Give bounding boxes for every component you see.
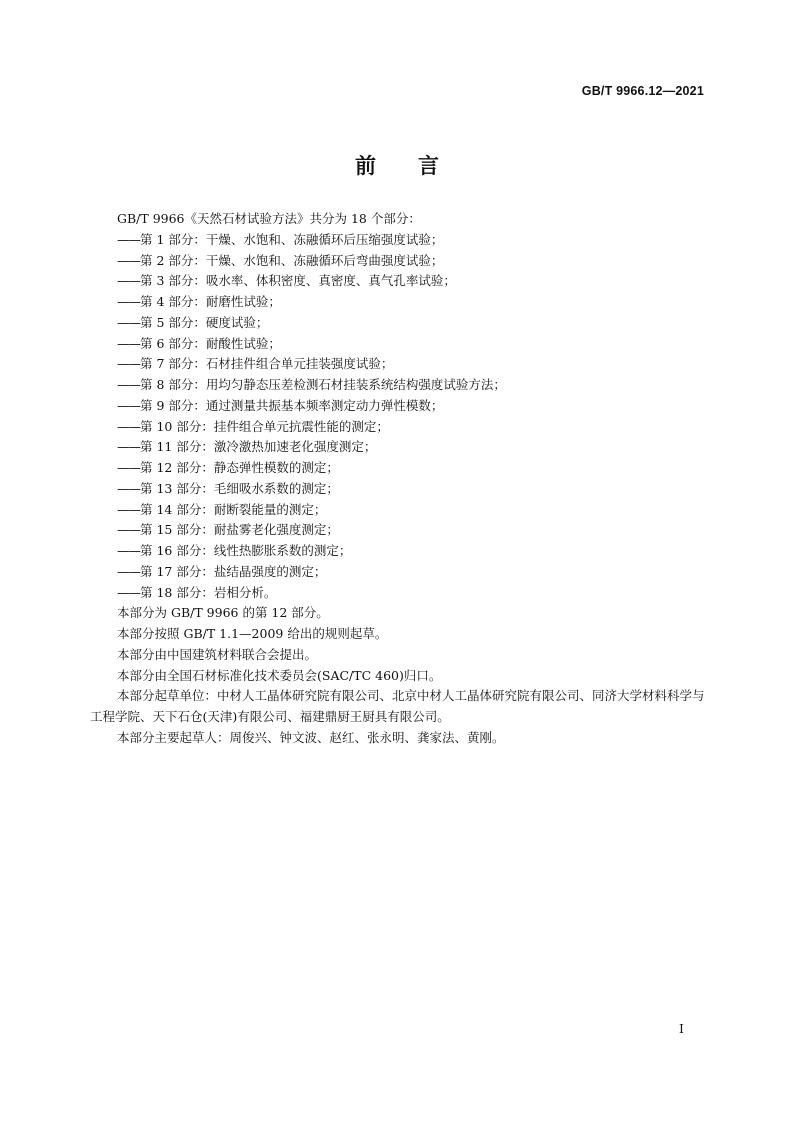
part-title: 第 6 部分：耐酸性试验； [140, 335, 281, 351]
part-title: 第 4 部分：耐磨性试验； [140, 294, 281, 309]
part-list-item [117, 251, 715, 272]
document-code: GB/T 9966.12—2021 [581, 84, 704, 98]
drafting-units-paragraph: 本部分起草单位：中材人工晶体研究院有限公司、北京中材人工晶体研究院有限公司、同济大学材料科学与工程学院、天下石仓(天津)有限公司、福建鼎厨王厨具有限公司。 [90, 688, 705, 724]
intro-paragraph: GB/T 9966《天然石材试验方法》共分为 18 个部分： [117, 211, 421, 226]
list-dash: —— [117, 563, 140, 579]
list-dash: —— [117, 460, 140, 475]
part-list-item [117, 562, 715, 583]
part-title: 第 5 部分：硬度试验； [140, 314, 269, 330]
part-list-item [117, 583, 715, 604]
part-list-item [117, 271, 715, 292]
part-list-item [117, 520, 715, 541]
part-list-item [117, 375, 715, 396]
list-dash: —— [117, 480, 140, 496]
part-list-item [117, 334, 715, 355]
parts-list [90, 230, 715, 604]
list-dash: —— [117, 252, 140, 268]
list-dash: —— [117, 273, 140, 289]
part-title: 第 12 部分：静态弹性模数的测定； [140, 460, 339, 475]
part-title: 第 18 部分：岩相分析。 [140, 584, 277, 600]
list-dash: —— [117, 377, 140, 392]
list-dash: —— [117, 543, 140, 558]
list-dash: —— [117, 231, 140, 247]
part-title: 第 3 部分：吸水率、体积密度、真密度、真气孔率试验； [140, 273, 456, 289]
drafters-paragraph: 本部分主要起草人：周俊兴、钟文波、赵红、张永明、龚家法、黄刚。 [117, 729, 505, 745]
list-dash: —— [117, 294, 140, 309]
list-dash: —— [117, 418, 140, 434]
part-title: 第 7 部分：石材挂件组合单元挂装强度试验； [140, 356, 394, 372]
part-title: 第 8 部分：用均匀静态压差检测石材挂装系统结构强度试验方法； [140, 377, 506, 392]
part-title: 第 15 部分：耐盐雾老化强度测定； [140, 522, 339, 538]
list-dash: —— [117, 356, 140, 372]
list-dash: —— [117, 335, 140, 351]
part-of-paragraph: 本部分为 GB/T 9966 的第 12 部分。 [117, 605, 329, 621]
proposed-by-paragraph: 本部分由中国建筑材料联合会提出。 [117, 646, 318, 662]
part-list-item [117, 500, 715, 521]
centralized-by-paragraph: 本部分由全国石材标准化技术委员会(SAC/TC 460)归口。 [117, 667, 442, 683]
page-title: 前 言 [355, 154, 439, 178]
part-list-item [117, 541, 715, 562]
part-title: 第 14 部分：耐断裂能量的测定； [140, 501, 327, 517]
part-title: 第 1 部分：干燥、水饱和、冻融循环后压缩强度试验； [140, 231, 444, 247]
part-title: 第 10 部分：挂件组合单元抗震性能的测定； [140, 418, 389, 434]
part-title: 第 13 部分：毛细吸水系数的测定； [140, 480, 339, 496]
part-list-item [117, 479, 715, 500]
part-list-item [117, 354, 715, 375]
part-list-item [117, 230, 715, 251]
part-title: 第 17 部分：盐结晶强度的测定； [140, 563, 327, 579]
drafting-rules-paragraph: 本部分按照 GB/T 1.1—2009 给出的规则起草。 [117, 626, 388, 641]
part-list-item [117, 437, 715, 458]
part-list-item [117, 458, 715, 479]
part-list-item [117, 292, 715, 313]
list-dash: —— [117, 501, 140, 517]
list-dash: —— [117, 584, 140, 600]
part-list-item [117, 313, 715, 334]
page-number: I [679, 1021, 684, 1036]
foreword-body [90, 209, 715, 749]
part-title: 第 9 部分：通过测量共振基本频率测定动力弹性模数； [140, 397, 444, 413]
list-dash: —— [117, 397, 140, 413]
part-list-item [117, 417, 715, 438]
part-title: 第 2 部分：干燥、水饱和、冻融循环后弯曲强度试验； [140, 252, 444, 268]
part-title: 第 11 部分：激冷激热加速老化强度测定； [140, 439, 377, 455]
part-list-item [117, 396, 715, 417]
list-dash: —— [117, 522, 140, 538]
list-dash: —— [117, 439, 140, 455]
part-title: 第 16 部分：线性热膨胀系数的测定； [140, 543, 352, 558]
list-dash: —— [117, 314, 140, 330]
